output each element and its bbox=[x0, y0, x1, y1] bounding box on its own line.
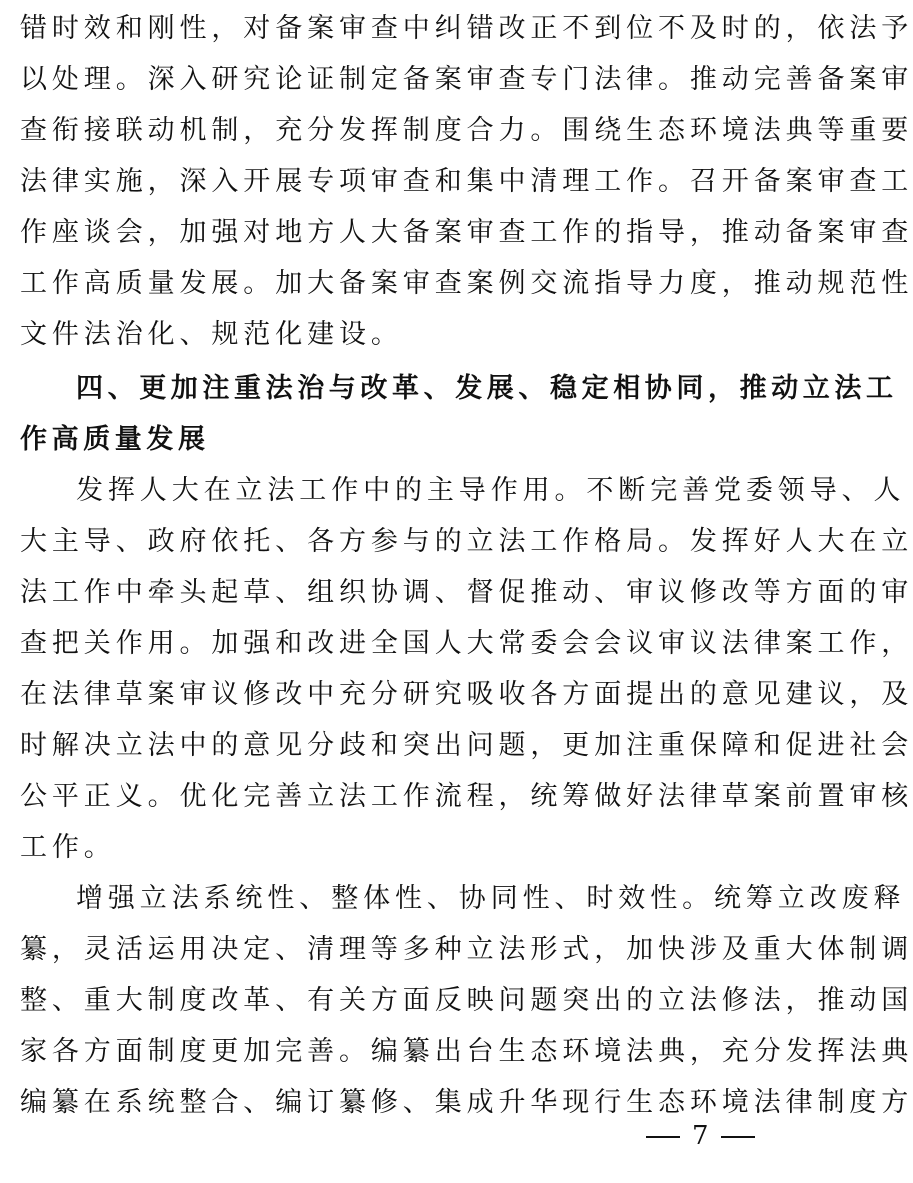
page-number: 7 bbox=[692, 1121, 709, 1151]
paragraph-lead-role bbox=[20, 465, 913, 873]
text-line: 家各方面制度更加完善。编纂出台生态环境法典，充分发挥法典 bbox=[20, 1036, 913, 1067]
text-line: 法律实施，深入开展专项审查和集中清理工作。召开备案审查工 bbox=[20, 166, 913, 197]
text-line: 工作。 bbox=[20, 832, 116, 863]
heading-line: 四、更加注重法治与改革、发展、稳定相协同，推动立法工 bbox=[76, 373, 898, 404]
text-line: 增强立法系统性、整体性、协同性、时效性。统筹立改废释 bbox=[76, 883, 906, 914]
text-line: 公平正义。优化完善立法工作流程，统筹做好法律草案前置审核 bbox=[20, 781, 913, 812]
text-line: 大主导、政府依托、各方参与的立法工作格局。发挥好人大在立 bbox=[20, 526, 913, 557]
heading-line: 作高质量发展 bbox=[20, 424, 210, 455]
section-heading bbox=[20, 363, 898, 465]
text-line: 编纂在系统整合、编订纂修、集成升华现行生态环境法律制度方 bbox=[20, 1087, 913, 1118]
footer-dash-right bbox=[721, 1136, 755, 1138]
text-line: 错时效和刚性，对备案审查中纠错改正不到位不及时的，依法予 bbox=[20, 13, 913, 44]
text-line: 法工作中牵头起草、组织协调、督促推动、审议修改等方面的审 bbox=[20, 577, 913, 608]
text-line: 工作高质量发展。加大备案审查案例交流指导力度，推动规范性 bbox=[20, 268, 913, 299]
page-footer bbox=[646, 1121, 755, 1151]
text-line: 文件法治化、规范化建设。 bbox=[20, 319, 403, 350]
text-line: 整、重大制度改革、有关方面反映问题突出的立法修法，推动国 bbox=[20, 985, 913, 1016]
text-line: 查衔接联动机制，充分发挥制度合力。围绕生态环境法典等重要 bbox=[20, 115, 913, 146]
text-line: 纂，灵活运用决定、清理等多种立法形式，加快涉及重大体制调 bbox=[20, 934, 913, 965]
text-line: 以处理。深入研究论证制定备案审查专门法律。推动完善备案审 bbox=[20, 64, 913, 95]
paragraph-continued bbox=[20, 3, 913, 360]
text-line: 时解决立法中的意见分歧和突出问题，更加注重保障和促进社会 bbox=[20, 730, 913, 761]
text-line: 在法律草案审议修改中充分研究吸收各方面提出的意见建议，及 bbox=[20, 679, 913, 710]
footer-dash-left bbox=[646, 1136, 680, 1138]
paragraph-legislative-system bbox=[20, 873, 913, 1128]
text-line: 发挥人大在立法工作中的主导作用。不断完善党委领导、人 bbox=[76, 475, 906, 506]
text-line: 查把关作用。加强和改进全国人大常委会会议审议法律案工作， bbox=[20, 628, 913, 659]
text-line: 作座谈会，加强对地方人大备案审查工作的指导，推动备案审查 bbox=[20, 217, 913, 248]
